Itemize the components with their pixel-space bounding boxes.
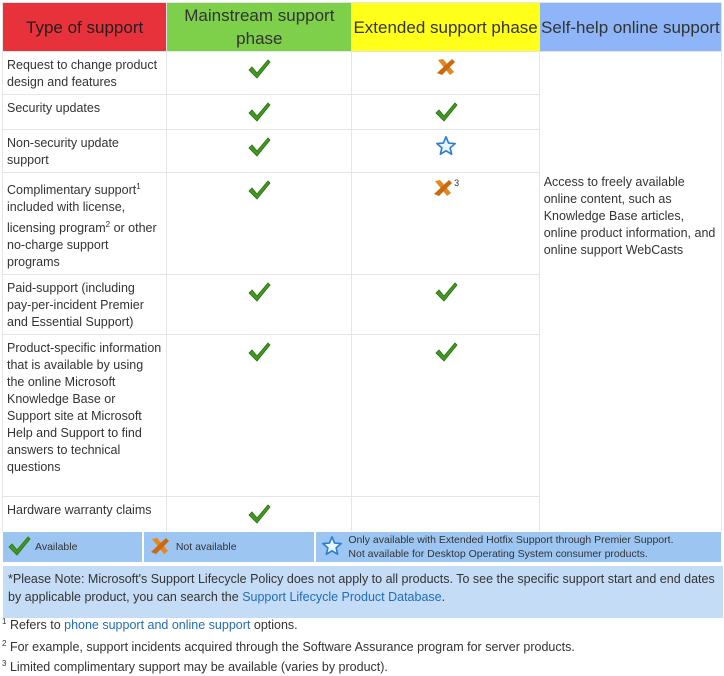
row-label: Request to change product design and features [3,52,167,95]
policy-note-text: *Please Note: Microsoft's Support Lifecycle Policy does not apply to all products. To see the specific support start and end dates by applicable product, you can search the [8,572,715,604]
check-icon [247,189,271,206]
legend-not-available [143,531,316,563]
row-label: Product-specific information that is available by using the online Microsoft Knowledge Base or Support site at Microsoft Help and Support to find answers to technical questions [3,335,167,497]
header-self-help-support: Self-help online support [539,3,721,52]
check-icon [434,351,458,368]
legend-available [2,531,143,563]
mainstream-cell [167,275,352,335]
footnote-ref: 2 [105,220,111,230]
check-icon [247,291,271,308]
label-text: included with license, licensing program [7,200,126,236]
check-icon [247,351,271,368]
footnote-text: For example, support incidents acquired through the Software Assurance program for server products. [9,640,575,655]
extended-cell [352,335,539,497]
extended-cell [352,95,539,130]
legend-limited [315,531,722,563]
extended-cell [352,52,539,95]
policy-note [2,565,724,619]
row-label: Security updates [3,95,167,130]
self-help-text: Access to freely available online content, such as Knowledge Base articles, online product information, and online support WebCasts [543,174,716,257]
check-icon [3,534,35,561]
footnote-ref: 1 [136,182,141,191]
phone-online-support-link[interactable]: phone support and online support [64,618,251,633]
check-icon [247,111,271,128]
footnote-text: Refers to [9,618,65,633]
footnote-2 [2,639,575,654]
extended-cell [352,275,539,335]
footnote-ref: 3 [454,178,460,188]
legend-not-available-label: Not available [175,541,237,553]
check-icon [247,68,271,85]
header-mainstream-support: Mainstream support phase [167,3,352,52]
mainstream-cell [167,173,352,275]
extended-cell [352,497,539,532]
footnote-text: options. [250,618,298,633]
check-icon [434,291,458,308]
legend-available-label: Available [35,541,78,553]
table-row [3,52,722,95]
footnote-text: Limited complimentary support may be available (varies by product). [9,660,388,675]
footnote-number: 2 [2,639,7,648]
mainstream-cell [167,95,352,130]
row-label [3,173,167,275]
check-icon [247,146,271,163]
footnote-number: 3 [2,659,7,668]
cross-icon [432,185,454,202]
footnote-1 [2,617,298,632]
check-icon [434,111,458,128]
legend-limited-line: Not available for Desktop Operating System consumer products. [348,548,648,560]
footnote-number: 1 [2,617,7,626]
row-label: Paid-support (including pay-per-incident Premier and Essential Support) [3,275,167,335]
product-database-link[interactable]: Support Lifecycle Product Database [242,590,442,604]
header-type-of-support: Type of support [3,3,167,52]
mainstream-cell [167,52,352,95]
row-label: Hardware warranty claims [3,497,167,532]
self-help-description [539,52,721,532]
check-icon [247,513,271,530]
legend-limited-line: Only available with Extended Hotfix Support through Premier Support. [348,534,674,546]
policy-note-end: . [441,590,446,604]
cross-icon [144,536,176,559]
legend [2,531,722,563]
star-icon [435,144,457,161]
label-text: or other no-charge support programs [7,221,157,270]
support-phases-table [2,2,722,532]
extended-cell [352,173,539,275]
mainstream-cell [167,497,352,532]
header-extended-support: Extended support phase [352,3,539,52]
footnote-3 [2,659,388,674]
row-label: Non-security update support [3,130,167,173]
extended-cell [352,130,539,173]
mainstream-cell [167,130,352,173]
star-icon [316,535,348,560]
label-text: Complimentary support [7,183,137,198]
mainstream-cell [167,335,352,497]
legend-limited-text [348,533,673,561]
cross-icon [435,64,457,81]
header-row [3,3,722,52]
